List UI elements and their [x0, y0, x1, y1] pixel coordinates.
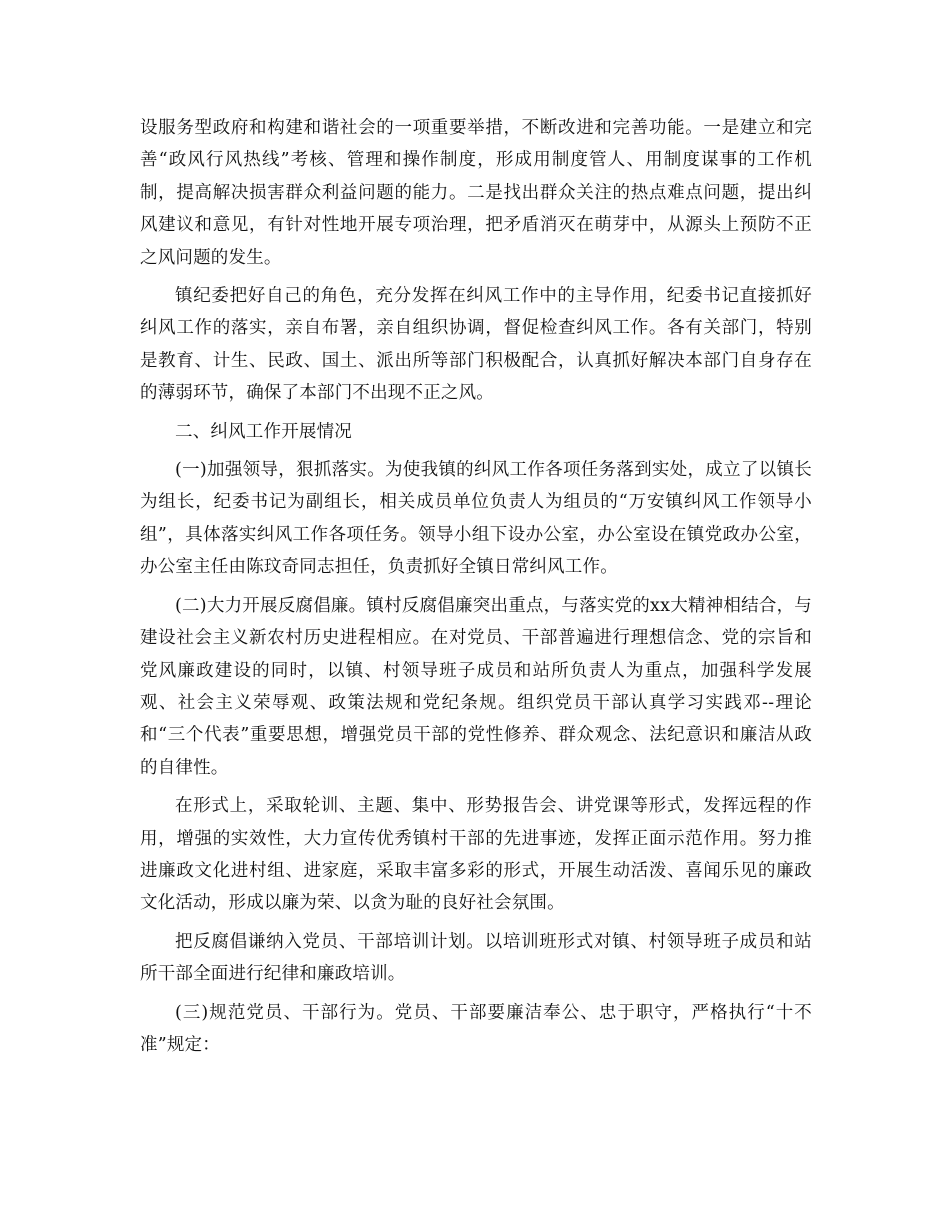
paragraph-training-plan: 把反腐倡谦纳入党员、干部培训计划。以培训班形式对镇、村领导班子成员和站所干部全面进行纪律和廉政培训。: [140, 931, 812, 985]
section-heading: 二、纠风工作开展情况: [175, 421, 352, 442]
document-body: [140, 112, 812, 1067]
paragraph-forms: 在形式上，采取轮训、主题、集中、形势报告会、讲党课等形式，发挥远程的作用，增强的实效性，大力宣传优秀镇村干部的先进事迹，发挥正面示范作用。努力推进廉政文化进村组、进家庭，采取丰富多彩的形式，开展生动活泼、喜闻乐见的廉政文化活动，形成以廉为荣、以贪为耻的良好社会氛围。: [140, 796, 812, 914]
paragraph-conduct-rules: (三)规范党员、干部行为。党员、干部要廉洁奉公、忠于职守，严格执行“十不准”规定：: [140, 1002, 812, 1055]
paragraph-anti-corruption: (二)大力开展反腐倡廉。镇村反腐倡廉突出重点，与落实党的xx大精神相结合，与建设社会主义新农村历史进程相应。在对党员、干部普遍进行理想信念、党的宗旨和党风廉政建设的同时，以镇、村领导班子成员和站所负责人为重点，加强科学发展观、社会主义荣辱观、政策法规和党纪条规。组织党员干部认真学习实践邓--理论和“三个代表”重要思想，增强党员干部的党性修养、群众观念、法纪意识和廉洁从政的自律性。: [140, 595, 812, 778]
paragraph-leadership: (一)加强领导，狠抓落实。为使我镇的纠风工作各项任务落到实处，成立了以镇长为组长，纪委书记为副组长，相关成员单位负责人为组员的“万安镇纠风工作领导小组”，具体落实纠风工作各项任务。领导小组下设办公室，办公室设在镇党政办公室，办公室主任由陈玟奇同志担任，负责抓好全镇日常纠风工作。: [140, 460, 812, 578]
paragraph-discipline-committee: 镇纪委把好自己的角色，充分发挥在纠风工作中的主导作用，纪委书记直接抓好纠风工作的落实，亲自布署，亲自组织协调，督促检查纠风工作。各有关部门，特别是教育、计生、民政、国土、派出所等部门积极配合，认真抓好解决本部门自身存在的薄弱环节，确保了本部门不出现不正之风。: [140, 286, 812, 404]
paragraph-continuation: 设服务型政府和构建和谐社会的一项重要举措，不断改进和完善功能。一是建立和完善“政风行风热线”考核、管理和操作制度，形成用制度管人、用制度谋事的工作机制，提高解决损害群众利益问题的能力。二是找出群众关注的热点难点问题，提出纠风建议和意见，有针对性地开展专项治理，把矛盾消灭在萌芽中，从源头上预防不正之风问题的发生。: [140, 118, 812, 268]
